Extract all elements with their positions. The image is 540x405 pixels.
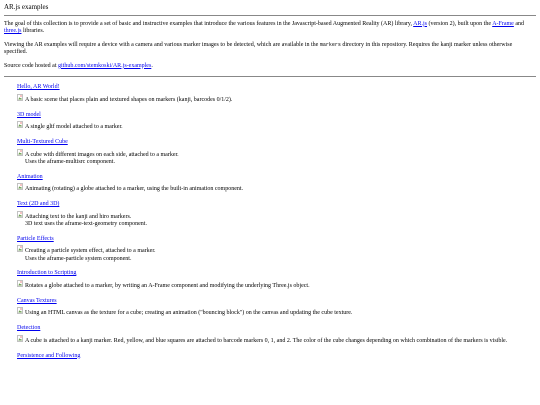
example-body	[17, 214, 536, 229]
example-title-link[interactable]: Animation	[17, 173, 43, 180]
example-body	[17, 338, 536, 346]
example-title-link[interactable]: Hello, AR World!	[17, 84, 60, 91]
viewing-text-1: Viewing the AR examples will require a device with a camera and various marker images to be detected, which are available in the	[4, 41, 320, 48]
viewing-paragraph	[4, 42, 536, 57]
page-title: AR.js examples	[4, 3, 49, 11]
example-title-link[interactable]: Persistence and Following	[17, 352, 81, 359]
broken-image-icon	[17, 211, 23, 218]
viewing-text-2: directory in this repository. Requires the kanji marker unless otherwise specified.	[4, 41, 513, 56]
example-title-link[interactable]: Detection	[17, 325, 41, 332]
broken-image-icon	[17, 183, 23, 190]
section-divider	[4, 76, 536, 77]
example-description: Rotates a globe attached to a marker, by writing an A-Frame component and modifying the underlying Three.js object.	[25, 282, 310, 289]
intro-text-4: libraries.	[21, 28, 45, 35]
example-item	[17, 139, 536, 167]
example-description: Uses the aframe-multisrc component.	[25, 159, 115, 166]
example-description: A cube with different images on each side, attached to a marker.	[25, 151, 179, 158]
example-description: Using an HTML canvas as the texture for a cube; creating an animation ("bouncing block") on the canvas and updating the cube texture.	[25, 310, 353, 317]
example-item	[17, 298, 536, 319]
example-title-link[interactable]: Multi-Textured Cube	[17, 139, 68, 146]
source-suffix: .	[151, 62, 153, 69]
example-title-link[interactable]: 3D model	[17, 111, 41, 118]
example-item	[17, 84, 536, 105]
example-body	[17, 283, 536, 291]
example-description: Animating (rotating) a globe attached to a marker, using the built-in animation component.	[25, 186, 244, 193]
example-body	[17, 310, 536, 318]
arjs-link[interactable]: AR.js	[413, 20, 428, 27]
example-item	[17, 174, 536, 195]
example-item	[17, 325, 536, 346]
broken-image-icon	[17, 245, 23, 252]
example-body	[17, 152, 536, 167]
example-description: Uses the aframe-particle system component.	[25, 255, 132, 262]
example-title-link[interactable]: Canvas Textures	[17, 297, 57, 304]
example-description: A basic scene that places plain and textured shapes on markers (kanji, barcodes 0/1/2).	[25, 96, 233, 103]
source-paragraph	[4, 63, 536, 71]
broken-image-icon	[17, 280, 23, 287]
example-item	[17, 201, 536, 229]
example-body	[17, 124, 536, 132]
example-description: 3D text uses the aframe-text-geometry component.	[25, 221, 147, 228]
example-title-link[interactable]: Introduction to Scripting	[17, 270, 77, 277]
aframe-link[interactable]: A-Frame	[492, 20, 514, 27]
source-prefix: Source code hosted at	[4, 62, 58, 69]
threejs-link[interactable]: three.js	[4, 28, 22, 35]
examples-list	[17, 84, 536, 360]
example-item	[17, 353, 536, 361]
example-body	[17, 248, 536, 263]
example-description: Creating a particle system effect, attached to a marker.	[25, 248, 156, 255]
broken-image-icon	[17, 149, 23, 156]
example-item	[17, 112, 536, 133]
broken-image-icon	[17, 307, 23, 314]
example-body	[17, 97, 536, 105]
broken-image-icon	[17, 335, 23, 342]
example-title-link[interactable]: Text (2D and 3D)	[17, 201, 60, 208]
example-title-link[interactable]: Particle Effects	[17, 235, 54, 242]
example-description: Attaching text to the kanji and hiro markers.	[25, 213, 132, 220]
example-item	[17, 236, 536, 264]
markers-code: markers	[319, 41, 341, 48]
example-description: A cube is attached to a kanji marker. Red, yellow, and blue squares are attached to barcode markers 0, 1, and 2. The color of the cube changes depending on which combination of the markers is visible.	[25, 337, 508, 344]
example-item	[17, 270, 536, 291]
intro-text-3: and	[513, 20, 525, 27]
intro-text-1: The goal of this collection is to provide a set of basic and instructive examples that introduce the various features in the Javascript-based Augmented Reality (AR) library,	[4, 20, 414, 27]
github-link[interactable]: github.com/stemkoski/AR.js-examples	[57, 62, 152, 69]
broken-image-icon	[17, 121, 23, 128]
intro-paragraph	[4, 21, 536, 36]
example-body	[17, 186, 536, 194]
broken-image-icon	[17, 94, 23, 101]
example-description: A single gltf model attached to a marker.	[25, 124, 123, 131]
top-divider	[4, 15, 536, 16]
intro-text-2: (version 2), built upon the	[427, 20, 493, 27]
